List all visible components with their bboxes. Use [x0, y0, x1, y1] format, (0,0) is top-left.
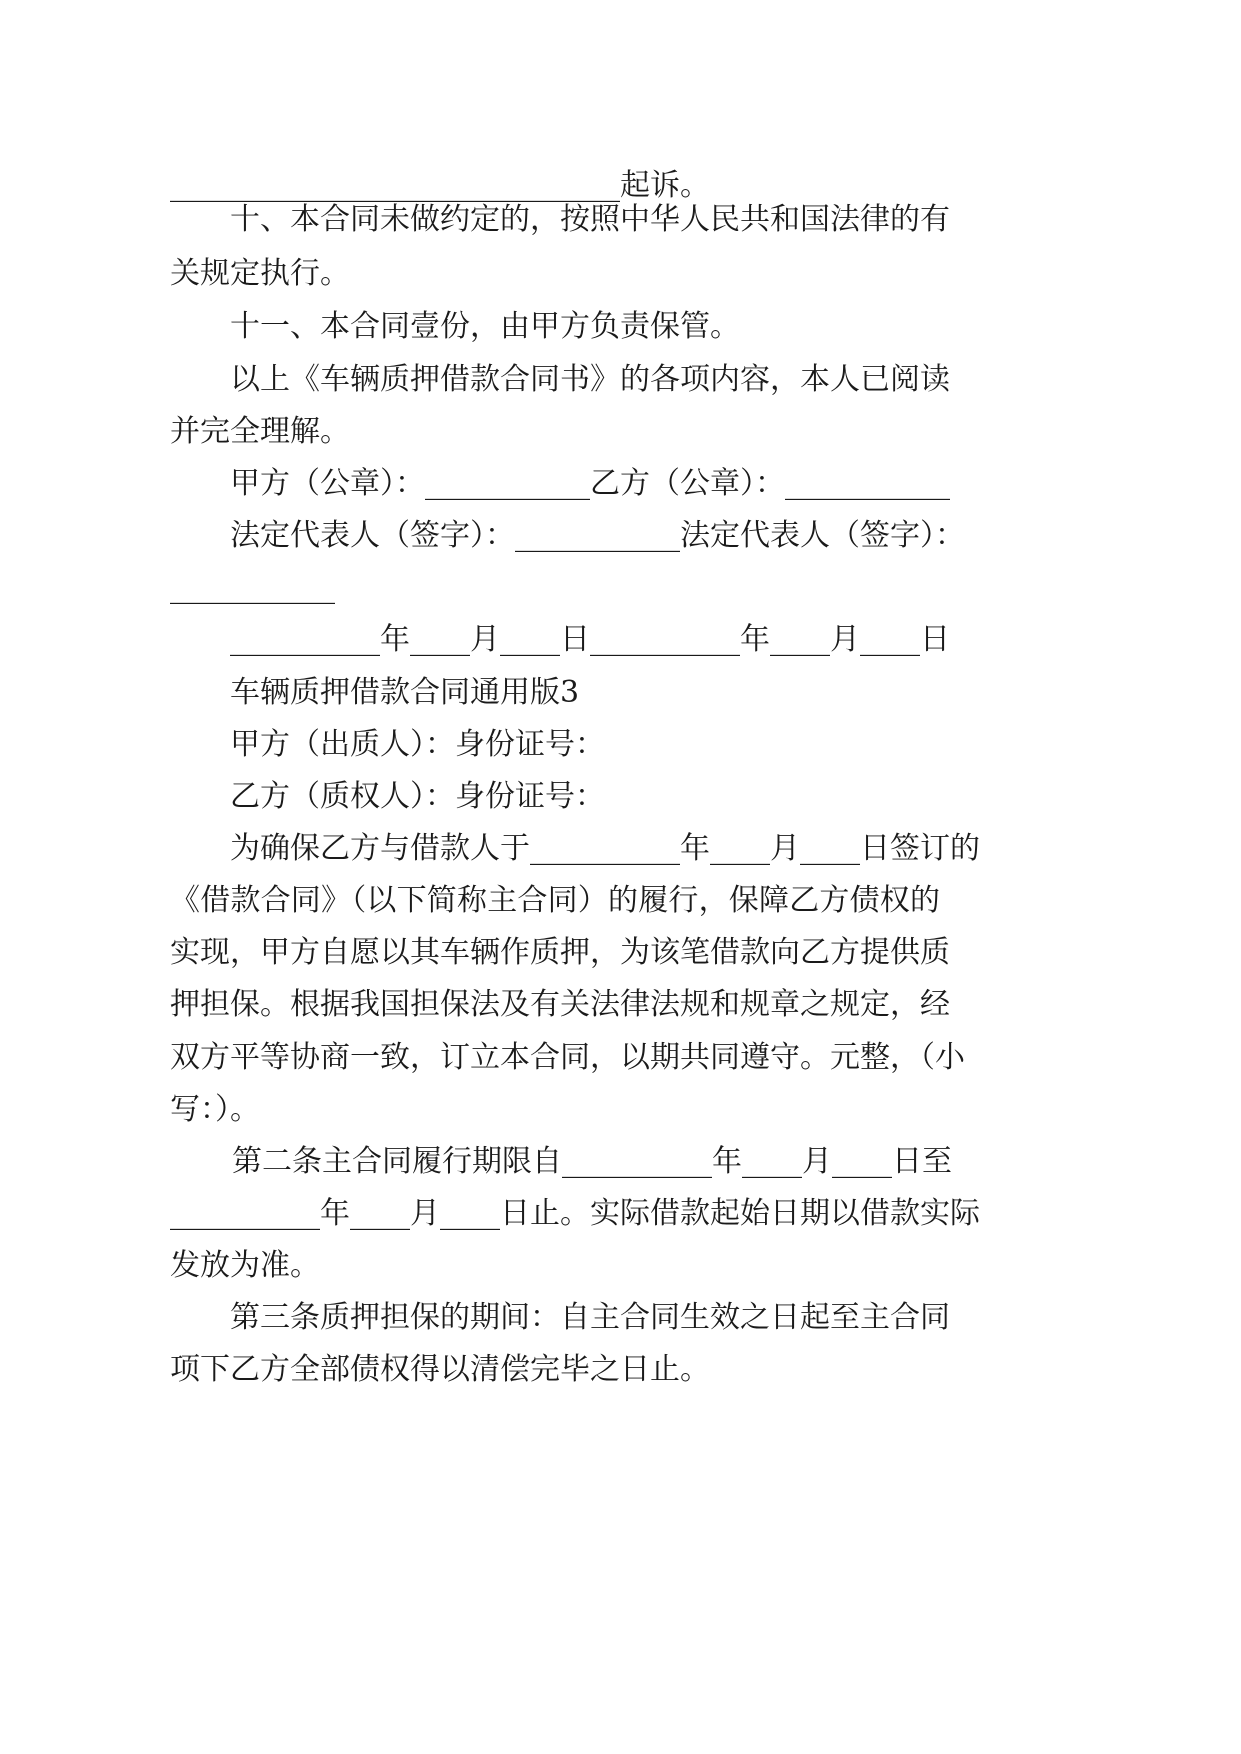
line-22: 发放为准。 [170, 1248, 320, 1283]
line-21: __________年____月____日止。实际借款起始日期以借款实际 [170, 1196, 980, 1231]
line-13: 乙方（质权人）：身份证号： [230, 779, 605, 814]
line-8: 法定代表人（签字）：___________法定代表人（签字）： [230, 518, 965, 553]
line-17: 押担保。根据我国担保法及有关法律法规和规章之规定，经 [170, 987, 950, 1022]
line-9: ___________ [170, 570, 335, 605]
line-23: 第三条质押担保的期间：自主合同生效之日起至主合同 [230, 1300, 950, 1335]
line-10: __________年____月____日__________年____月____日 [230, 622, 950, 657]
line-16: 实现，甲方自愿以其车辆作质押，为该笔借款向乙方提供质 [170, 935, 950, 970]
line-18: 双方平等协商一致，订立本合同，以期共同遵守。元整，（小 [170, 1040, 965, 1075]
line-1: ______________________________起诉。 [170, 168, 710, 203]
line-11: 车辆质押借款合同通用版3 [230, 675, 580, 710]
line-7: 甲方（公章）：___________乙方（公章）：___________ [230, 466, 950, 501]
line-19: 写：）。 [170, 1092, 260, 1127]
line-14: 为确保乙方与借款人于__________年____月____日签订的 [230, 831, 980, 866]
line-24: 项下乙方全部债权得以清偿完毕之日止。 [170, 1352, 710, 1387]
line-5: 以上《车辆质押借款合同书》的各项内容，本人已阅读 [230, 362, 950, 397]
line-15: 《借款合同》（以下简称主合同）的履行，保障乙方债权的 [170, 883, 940, 918]
line-3: 关规定执行。 [170, 256, 350, 291]
line-2: 十、本合同未做约定的，按照中华人民共和国法律的有 [230, 202, 950, 237]
line-4: 十一、本合同壹份，由甲方负责保管。 [230, 309, 740, 344]
line-20: 第二条主合同履行期限自__________年____月____日至 [232, 1144, 952, 1179]
line-12: 甲方（出质人）：身份证号： [230, 727, 605, 762]
line-6: 并完全理解。 [170, 414, 350, 449]
